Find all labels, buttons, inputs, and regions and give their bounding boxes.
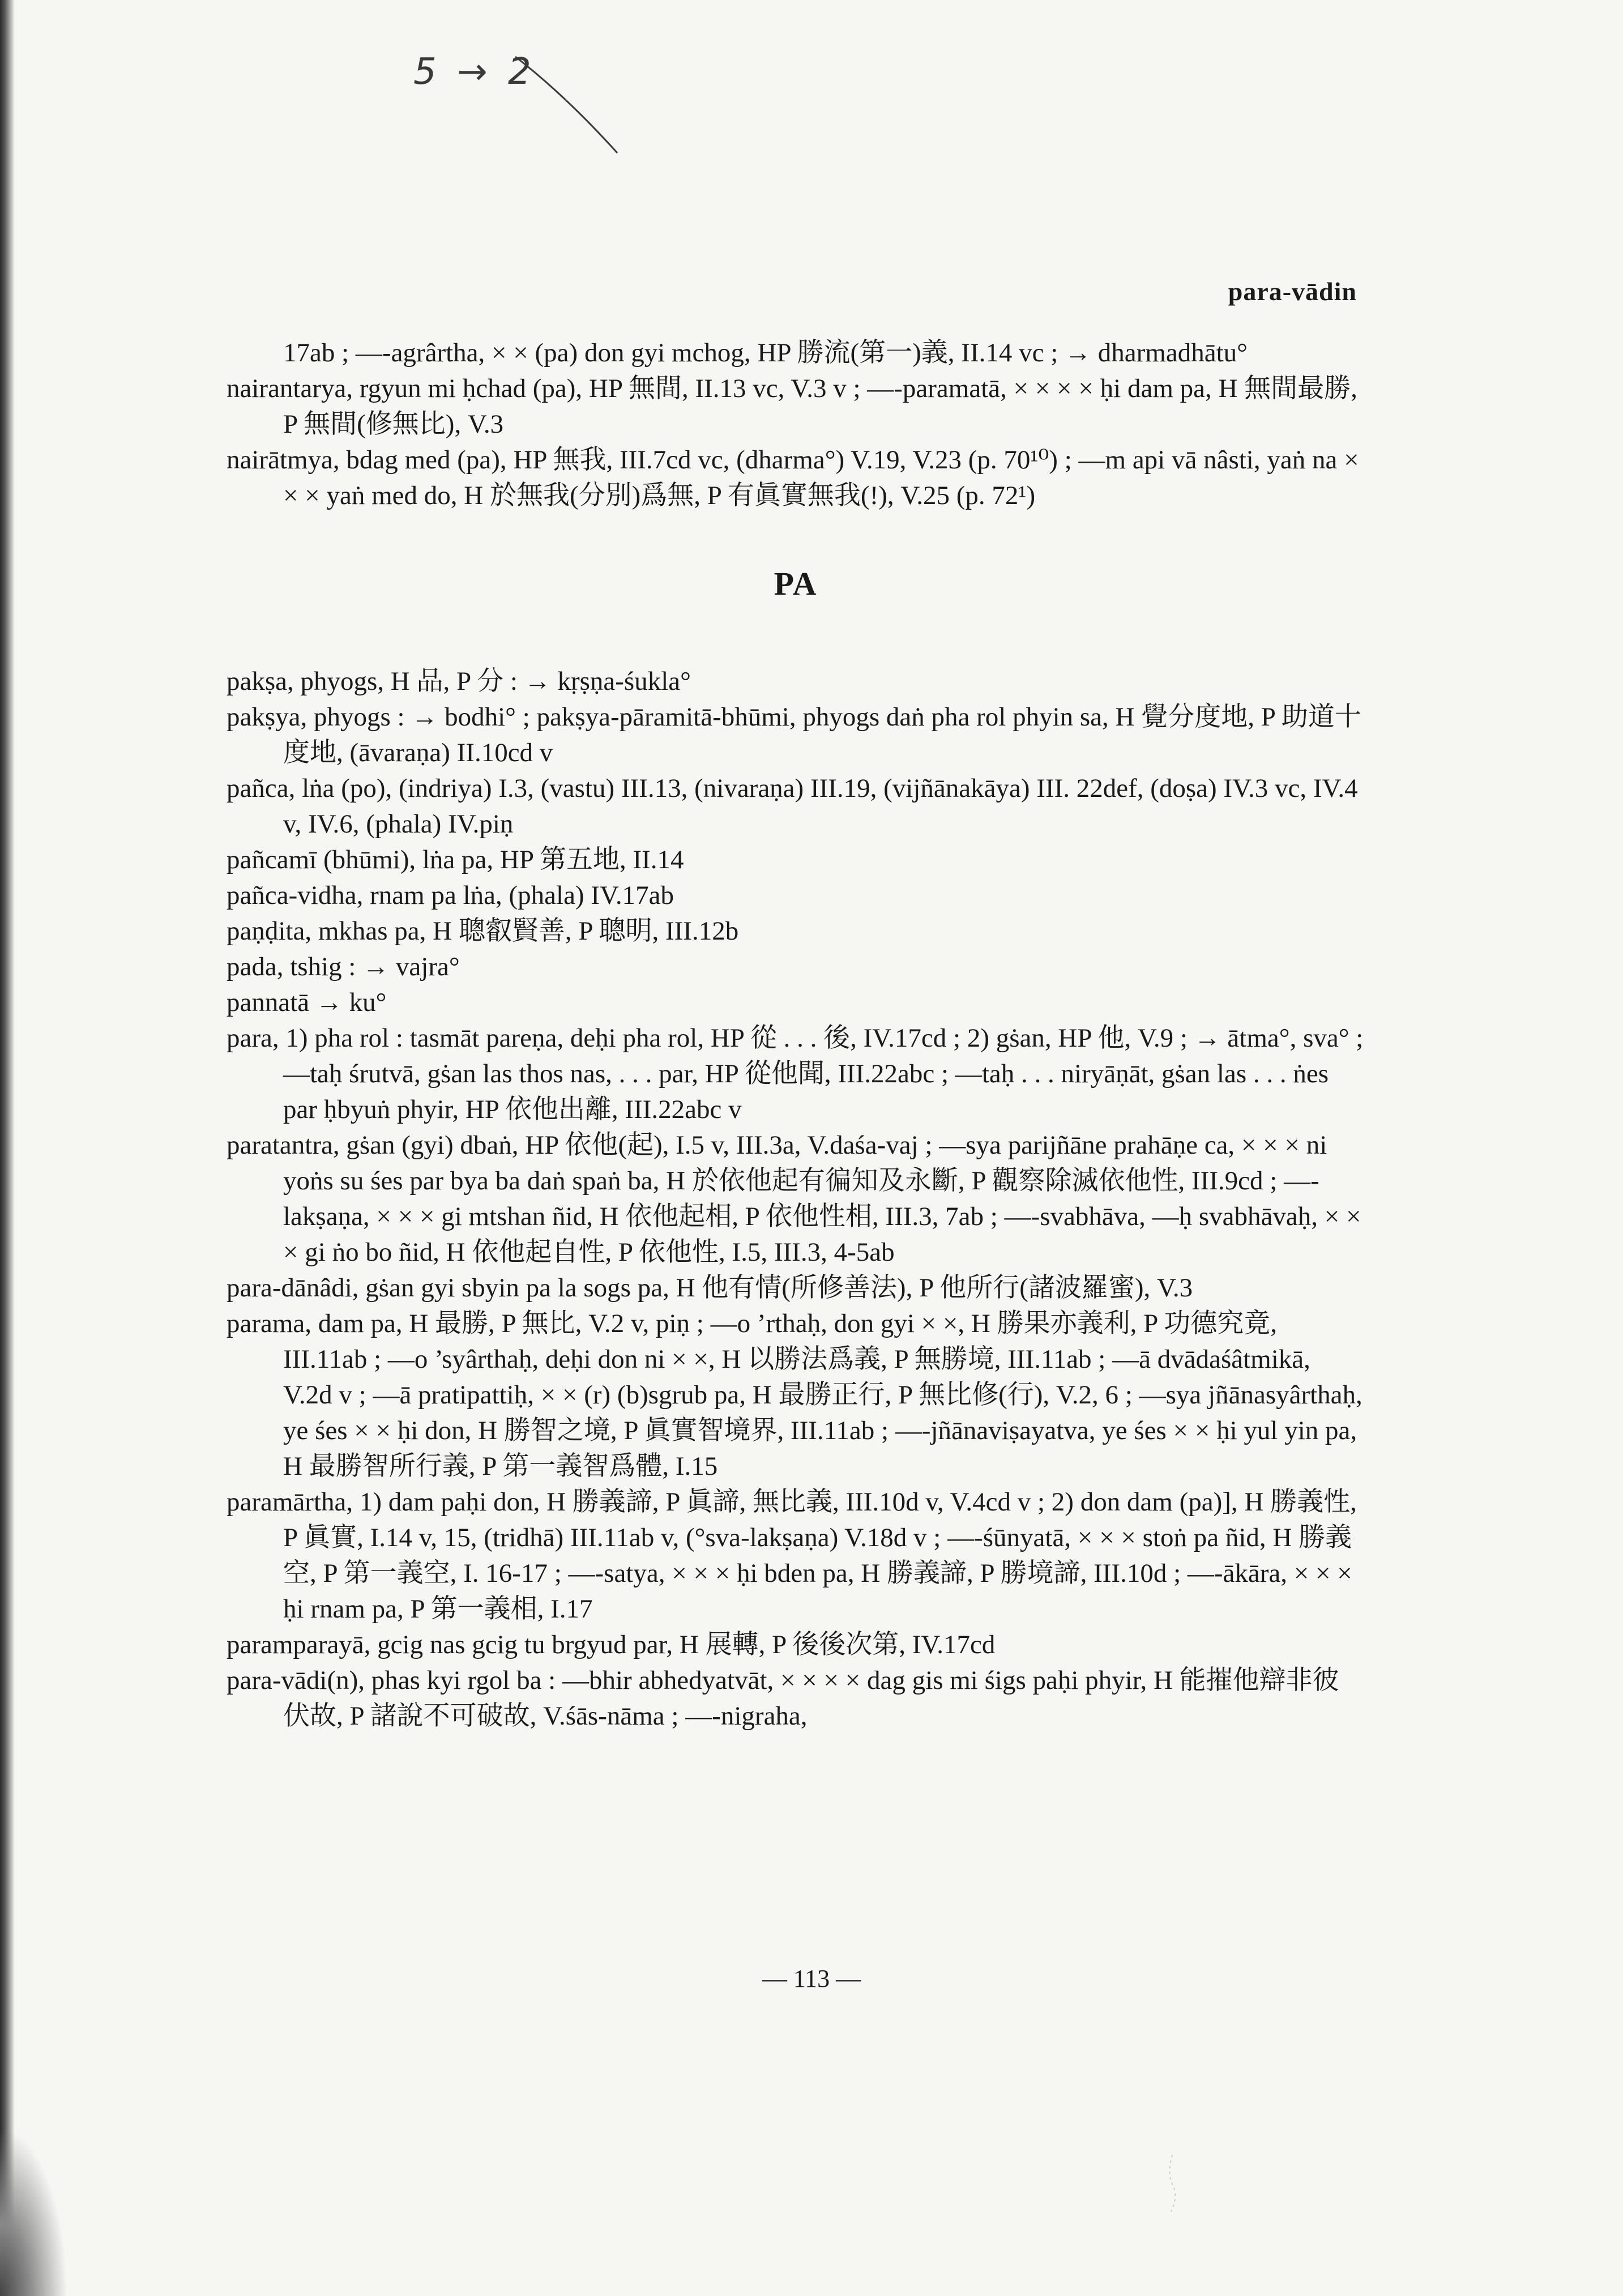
entry-paramparaya: paramparayā, gcig nas gcig tu brgyud par, H 展轉, P 後後次第, IV.17cd (227, 1630, 996, 1659)
entry-pancami: pañcamī (bhūmi), lṅa pa, HP 第五地, II.14 (227, 845, 684, 874)
entry-panca-vidha: pañca-vidha, rnam pa lṅa, (phala) IV.17ab (227, 881, 674, 910)
entry-continuation: 17ab ; —-agrârtha, × × (pa) don gyi mchog, HP 勝流(第一)義, II.14 vc ; → dharmadhātu° (283, 338, 1248, 368)
handwritten-annotation: 5 → 2 (413, 51, 536, 93)
entry-paramartha: paramārtha, 1) dam paḥi don, H 勝義諦, P 眞諦, 無比義, III.10d v, V.4cd v ; 2) don dam (pa)], H 勝義性, P 眞實, I.14 v, 15, (tridhā) III.11ab v, (°sva-lakṣaṇa) V.18d v ; —-śūnyatā, × × × stoṅ pa ñid, H 勝義空, P 第一義空, I. 16-17 ; —-satya, × × × ḥi bden pa, H 勝義諦, P 勝境諦, III.10d ; —-ākāra, × × × ḥi rnam pa, P 第一義相, I.17 (227, 1487, 1357, 1624)
entry-paksa: pakṣa, phyogs, H 品, P 分 : → kṛṣṇa-śukla° (227, 667, 691, 696)
entry-pannata: pannatā → ku° (227, 988, 387, 1017)
entry-nairatmya: nairātmya, bdag med (pa), HP 無我, III.7cd vc, (dharma°) V.19, V.23 (p. 70¹⁰) ; —m api vā nâsti, yaṅ na × × × yaṅ med do, H 於無我(分別)爲無, P 有眞實無我(!), V.25 (p. 72¹) (227, 445, 1359, 510)
entry-para-vadin: para-vādi(n), phas kyi rgol ba : —bhir abhedyatvāt, × × × × dag gis mi śigs paḥi phyir, H 能摧他辯非彼伏故, P 諸說不可破故, V.śās-nāma ; —-nigraha, (227, 1666, 1339, 1731)
entry-para-danadi: para-dānâdi, gṡan gyi sbyin pa la sogs pa, H 他有情(所修善法), P 他所行(諸波羅蜜), V.3 (227, 1273, 1193, 1303)
scan-mark (1161, 2152, 1184, 2214)
page-number: — 113 — (762, 1965, 861, 1992)
running-head: para-vādin (1228, 277, 1357, 306)
entry-pada: pada, tshig : → vajra° (227, 952, 460, 981)
scan-shadow (0, 2126, 68, 2296)
dictionary-body (227, 335, 1365, 1734)
entry-panca: pañca, lṅa (po), (indriya) I.3, (vastu) III.13, (nivaraṇa) III.19, (vijñānakāya) III. 22def, (doṣa) IV.3 vc, IV.4 v, IV.6, (phala) IV.piṇ (227, 774, 1358, 839)
entry-parama: parama, dam pa, H 最勝, P 無比, V.2 v, piṇ ; —o ’rthaḥ, don gyi × ×, H 勝果亦義利, P 功德究竟, III.11ab ; —o ’syârthaḥ, deḥi don ni × ×, H 以勝法爲義, P 無勝境, III.11ab ; —ā dvādaśâtmikā, V.2d v ; —ā pratipattiḥ, × × (r) (b)sgrub pa, H 最勝正行, P 無比修(行), V.2, 6 ; —sya jñānasyârthaḥ, ye śes × × ḥi don, H 勝智之境, P 眞實智境界, III.11ab ; —-jñānaviṣayatva, ye śes × × ḥi yul yin pa, H 最勝智所行義, P 第一義智爲體, I.15 (227, 1309, 1363, 1481)
entry-paratantra: paratantra, gṡan (gyi) dbaṅ, HP 依他(起), I.5 v, III.3a, V.daśa-vaj ; —sya parijñāne prahāṇe ca, × × × ni yoṅs su śes par bya ba daṅ spaṅ ba, H 於依他起有徧知及永斷, P 觀察除滅依他性, III.9cd ; —-lakṣaṇa, × × × gi mtshan ñid, H 依他起相, P 依他性相, III.3, 7ab ; —-svabhāva, —ḥ svabhāvaḥ, × × × gi ṅo bo ñid, H 依他起自性, P 依他性, I.5, III.3, 4-5ab (227, 1130, 1361, 1267)
entry-nairantarya: nairantarya, rgyun mi ḥchad (pa), HP 無間, II.13 vc, V.3 v ; —-paramatā, × × × × ḥi dam pa, H 無間最勝, P 無間(修無比), V.3 (227, 374, 1357, 439)
scan-edge (0, 0, 15, 2296)
entry-para: para, 1) pha rol : tasmāt pareṇa, deḥi pha rol, HP 從 . . . 後, IV.17cd ; 2) gṡan, HP 他, V.9 ; → ātma°, sva° ; —taḥ śrutvā, gṡan las thos nas, . . . par, HP 從他聞, III.22abc ; —taḥ . . . niryāṇāt, gṡan las . . . ṅes par ḥbyuṅ phyir, HP 依他出離, III.22abc v (227, 1023, 1364, 1124)
entry-paksya: pakṣya, phyogs : → bodhi° ; pakṣya-pāramitā-bhūmi, phyogs daṅ pha rol phyin sa, H 覺分度地, P 助道十度地, (āvaraṇa) II.10cd v (227, 702, 1361, 767)
entry-pandita: paṇḍita, mkhas pa, H 聰叡賢善, P 聰明, III.12b (227, 916, 739, 946)
section-heading: PA (774, 565, 818, 602)
